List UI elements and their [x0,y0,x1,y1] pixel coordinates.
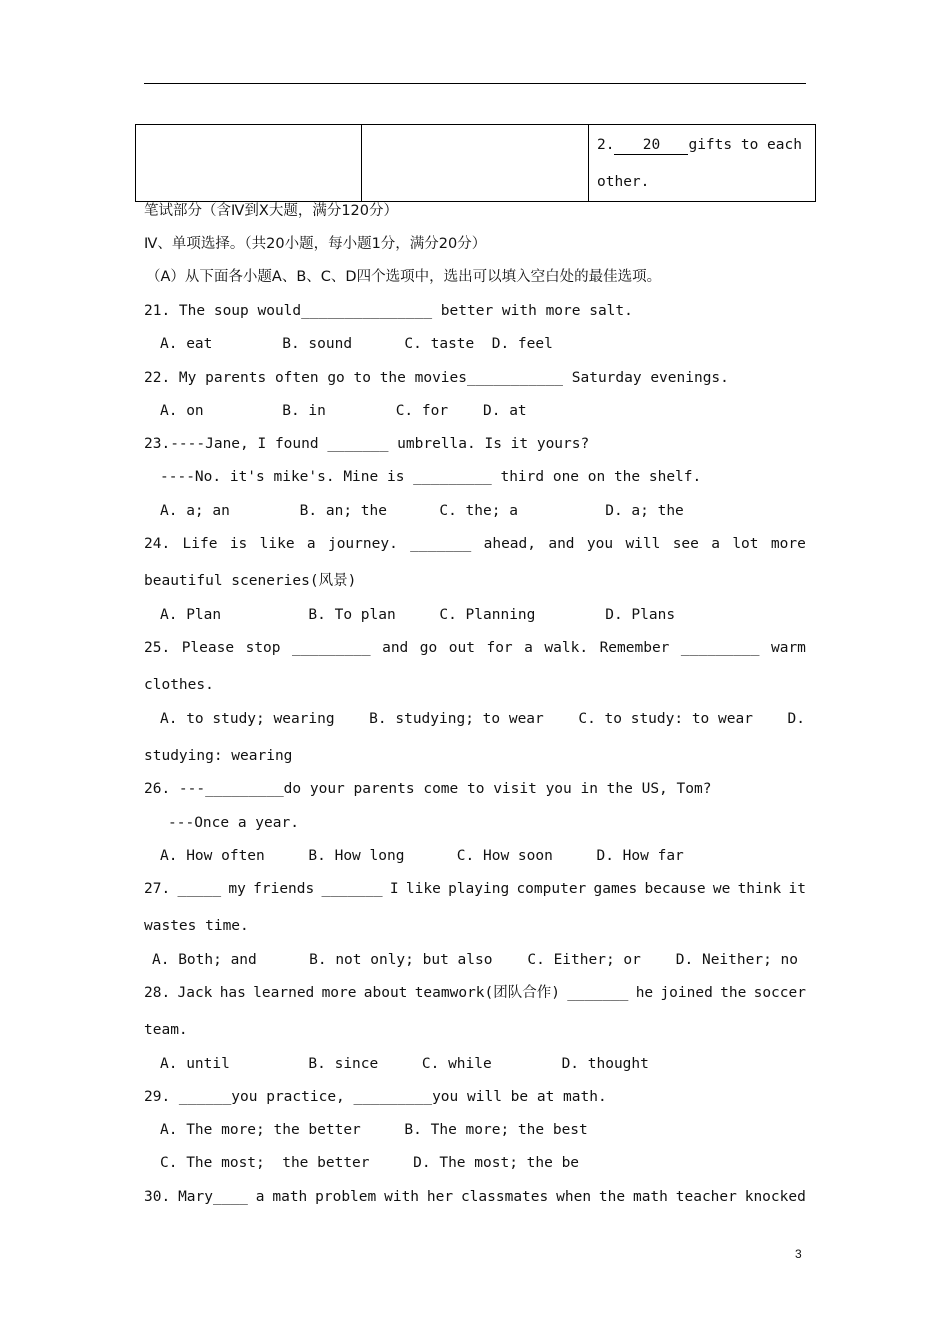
table-cell-empty-1 [136,125,362,202]
question-25-options-line-2: studying: wearing [144,748,293,764]
part-a-instruction: （A）从下面各小题A、B、C、D四个选项中，选出可以填入空白处的最佳选项。 [146,269,662,285]
answer-text-2: other. [597,174,650,190]
question-24-line-1: 24. Life is like a journey. _______ ahead, and you will see a lot more [144,536,806,552]
section-title: 笔试部分（含Ⅳ到Ⅹ大题，满分120分） [144,203,398,219]
question-28-line-1: 28. Jack has learned more about teamwork(团队合作) _______ he joined the soccer [144,985,806,1001]
table-cell-answer [589,125,816,202]
question-24-line-2: beautiful sceneries(风景) [144,573,357,589]
header-rule [144,83,806,84]
question-28-line-2: team. [144,1022,188,1038]
question-29: 29. ______you practice, _________you will be at math. [144,1089,607,1105]
question-25-line-1: 25. Please stop _________ and go out for a walk. Remember _________ warm [144,640,806,656]
question-26-options: A. How often B. How long C. How soon D. How far [160,848,684,864]
question-22: 22. My parents often go to the movies___________ Saturday evenings. [144,370,729,386]
answer-number: 2. [597,137,615,153]
answer-table [135,124,816,202]
part-title: Ⅳ、单项选择。（共20小题，每小题1分，满分20分） [144,236,487,252]
page-number: 3 [795,1247,802,1261]
question-29-options-1: A. The more; the better B. The more; the best [160,1122,588,1138]
table-cell-empty-2 [362,125,589,202]
question-25-line-2: clothes. [144,677,214,693]
question-24-options: A. Plan B. To plan C. Planning D. Plans [160,607,676,623]
question-27-line-2: wastes time. [144,918,249,934]
question-30-line-1: 30. Mary____ a math problem with her classmates when the math teacher knocked [144,1189,806,1205]
question-23-options: A. a; an B. an; the C. the; a D. a; the [160,503,684,519]
answer-text-1: gifts to each [688,137,802,153]
question-23-line-1: 23.----Jane, I found _______ umbrella. Is it yours? [144,436,590,452]
question-28-options: A. until B. since C. while D. thought [160,1056,649,1072]
question-21-options: A. eat B. sound C. taste D. feel [160,336,553,352]
question-27-line-1: 27. _____ my friends _______ I like playing computer games because we think it [144,881,806,897]
question-26-line-2: ---Once a year. [168,815,299,831]
question-29-options-2: C. The most; the better D. The most; the be [160,1155,580,1171]
question-26-line-1: 26. ---_________do your parents come to visit you in the US, Tom? [144,781,712,797]
answer-blank: 20 [614,136,688,155]
question-21: 21. The soup would_______________ better with more salt. [144,303,633,319]
question-27-options: A. Both; and B. not only; but also C. Either; or D. Neither; no [152,952,799,968]
question-22-options: A. on B. in C. for D. at [160,403,527,419]
question-25-options: A. to study; wearing B. studying; to wear C. to study: to wear D. [160,711,805,727]
question-23-line-2: ----No. it's mike's. Mine is _________ third one on the shelf. [160,469,702,485]
